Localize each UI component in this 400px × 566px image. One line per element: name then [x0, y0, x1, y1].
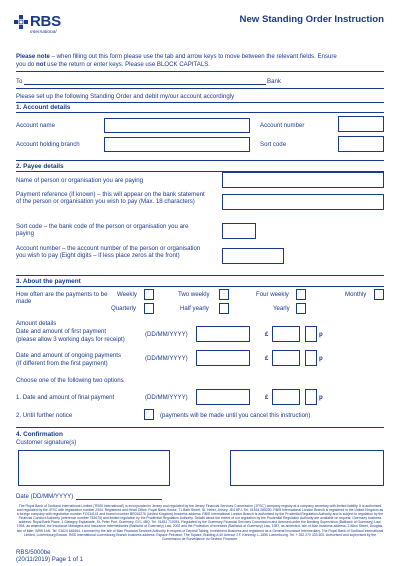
section-1-title: 1. Account details — [16, 104, 71, 111]
holding-branch-field[interactable] — [104, 137, 250, 152]
sort-code-field[interactable] — [338, 136, 384, 152]
divider-s2-end — [16, 275, 384, 276]
divider-top — [16, 71, 384, 72]
ongoing-payment-date-field[interactable] — [196, 350, 250, 366]
please-note-label: Please note — [16, 53, 50, 60]
payee-name-label: Name of person or organisation you are paying — [16, 177, 144, 184]
please-note-text-2b: use the return or enter keys. Please use BLOCK CAPITALS. — [45, 60, 210, 68]
freq-yearly-label: Yearly — [273, 305, 290, 312]
until-notice-checkbox[interactable] — [144, 409, 154, 420]
payee-account-number-label: Account number – the account number of the person or organisation you wish to pay (Eight digits – if less place zeros at the front) — [16, 245, 201, 260]
freq-monthly-label: Monthly — [345, 291, 367, 298]
customer-signatures-label: Customer signature(s) — [16, 439, 77, 446]
freq-half-yearly-label: Half yearly — [180, 305, 209, 312]
freq-weekly-checkbox[interactable] — [144, 289, 154, 300]
confirmation-date-field[interactable] — [76, 499, 162, 500]
final-payment-pounds-field[interactable] — [272, 389, 300, 405]
freq-monthly-checkbox[interactable] — [374, 289, 384, 300]
section-4-title: 4. Confirmation — [16, 431, 63, 438]
divider-to — [16, 88, 384, 89]
please-note-text-2a: you do — [16, 60, 36, 68]
payment-reference-label: Payment reference (if known) – this will appear on the bank statement of the person or organisation you wish to pay (Max. 18 characters) — [16, 191, 205, 206]
first-pound-sign: £ — [265, 331, 269, 338]
confirmation-date-label: Date (DD/MM/YYYY) — [16, 493, 74, 500]
first-payment-date-field[interactable] — [196, 326, 250, 342]
freq-quarterly-label: Quarterly — [111, 305, 137, 312]
to-label: To — [16, 78, 23, 85]
payee-sort-code-label: Sort code – the bank code of the person or organisation you are paying — [16, 223, 189, 238]
form-date-page: (20/11/2019) Page 1 of 1 — [16, 556, 83, 563]
payee-sort-code-field[interactable] — [222, 223, 256, 239]
account-name-label: Account name — [16, 122, 55, 129]
divider-s1 — [16, 112, 384, 113]
freq-four-weekly-label: Four weekly — [256, 291, 289, 298]
divider-s3-end — [16, 427, 384, 428]
payee-account-number-field[interactable] — [222, 248, 284, 264]
ongoing-pound-sign: £ — [265, 355, 269, 362]
please-note-line2 — [16, 61, 210, 68]
please-note-line1 — [16, 53, 337, 60]
final-payment-pence-field[interactable] — [305, 389, 317, 405]
divider-s1-end — [16, 160, 384, 161]
please-note-text: – when filling out this form please use the tab and arrow keys to move between the relevant fields. Ensure — [49, 53, 337, 60]
form-title: New Standing Order Instruction — [239, 14, 384, 25]
choose-option-label: Choose one of the following two options — [16, 377, 124, 384]
first-pence-sign: p — [319, 331, 323, 338]
ongoing-date-format: (DD/MM/YYYY) — [145, 355, 188, 362]
final-date-format: (DD/MM/YYYY) — [145, 394, 188, 401]
first-payment-note: (please allow 3 working days for receipt) — [16, 336, 125, 343]
account-name-field[interactable] — [104, 118, 250, 133]
freq-yearly-checkbox[interactable] — [296, 303, 306, 314]
final-payment-date-field[interactable] — [196, 389, 250, 405]
please-note-not: not — [36, 60, 46, 68]
sort-code-label: Sort code — [260, 141, 287, 148]
legal-text: The Royal Bank of Scotland International Limited ('RBSI International') is incorporated in Jersey and regulated by the Jersey Financial Services Commission ('JFSC') company registry at a company secretary with limited liability. It is authorised and regulated by the JFSC with registration number 2304. Registered and Head Office: Royal Bank House, 71 Bath Street, St. Helier, Jersey, JE4 8PJ. Tel. 01534 285200. RBSI International London Branch is registered in the United Kingdom as a foreign company with registration number FC034141 and branch number BR016276 (United Kingdom) business address. RBSI International London Branch is authorised by the Prudential Regulation Authority and is subject to regulation by the Financial Conduct Authority (reference number 783670) and limited regulation by the Prudential Regulation Authority. Details about the extent of our regulation by the Prudential Regulation Authority are available on request. Guernsey business address: Royal Bank Place, 1 Glategny Esplanade, St. Peter Port, Guernsey, GY1 4BQ. Tel. 01481 710051. Regulated by the Guernsey Financial Services Commission and licensed under the Banking Supervision (Bailiwick of Guernsey) Law, 1994, as amended, the Insurance Managers and Insurance Intermediaries (Bailiwick of Guernsey) Law, 2002 and the Protection of Investors (Bailiwick of Guernsey) Law, 1987, as amended. Isle of Man business address: 2 Athol Street, Douglas, Isle of Man, IM99 1AN. Tel. 01624 646464. Licensed by the Isle of Man Financial Services Authority in respect of Deposit Taking, Investment Business and registered as a General Insurance Intermediary. The Royal Bank of Scotland International Limited, Luxembourg Branch. RBS International Luxembourg Branch business address: Espace Petrusse, The Square, Building A 40 Avenue J.F. Kennedy, L-1855 Luxembourg. Tel. + 352 270 333 600. Authorised and supervised by the Commission de Surveillance du Secteur Financier. — [16, 504, 384, 541]
form-code: RBS/5000be — [16, 549, 51, 556]
ongoing-payment-note: (If different from the first payment) — [16, 360, 108, 367]
signature-box-2[interactable] — [230, 450, 384, 486]
first-payment-pence-field[interactable] — [305, 326, 317, 342]
freq-quarterly-checkbox[interactable] — [144, 303, 154, 314]
rbs-logo — [14, 13, 64, 35]
until-notice-label: 2. Until further notice — [16, 412, 73, 419]
setup-text: Please set up the following Standing Order and debit my/our account accordingly — [16, 93, 235, 100]
payee-name-field[interactable] — [222, 172, 384, 188]
freq-four-weekly-checkbox[interactable] — [296, 289, 306, 300]
divider-s3 — [16, 286, 384, 287]
ongoing-payment-label: Date and amount of ongoing payments — [16, 352, 122, 359]
ongoing-payment-pence-field[interactable] — [305, 350, 317, 366]
first-payment-pounds-field[interactable] — [272, 326, 300, 342]
ongoing-pence-sign: p — [319, 355, 323, 362]
until-notice-note: (payments will be made until you cancel this instruction) — [160, 412, 311, 419]
account-number-label: Account number — [260, 122, 305, 129]
brand-subtitle: International — [30, 30, 57, 35]
holding-branch-label: Account holding branch — [16, 141, 80, 148]
ongoing-payment-pounds-field[interactable] — [272, 350, 300, 366]
freq-two-weekly-checkbox[interactable] — [219, 289, 229, 300]
first-payment-label: Date and amount of first payment — [16, 328, 107, 335]
divider-setup — [16, 102, 384, 103]
freq-half-yearly-checkbox[interactable] — [219, 303, 229, 314]
how-often-label: How often are the payments to be made — [16, 291, 108, 306]
bank-name-field[interactable] — [24, 84, 266, 85]
bank-label: Bank — [267, 78, 281, 85]
final-pence-sign: p — [319, 394, 323, 401]
final-payment-label: 1. Date and amount of final payment — [16, 394, 115, 401]
freq-two-weekly-label: Two weekly — [178, 291, 210, 298]
amount-details-label: Amount details — [16, 320, 57, 327]
section-3-title: 3. About the payment — [16, 278, 81, 285]
section-2-title: 2. Payee details — [16, 163, 64, 170]
rbs-daisy-logo-icon — [14, 15, 28, 29]
freq-weekly-label: Weekly — [117, 291, 137, 298]
brand-name: RBS — [30, 13, 61, 30]
payment-reference-field[interactable] — [222, 194, 384, 210]
first-date-format: (DD/MM/YYYY) — [145, 331, 188, 338]
signature-box-1[interactable] — [18, 450, 170, 486]
final-pound-sign: £ — [265, 394, 269, 401]
account-number-field[interactable] — [338, 116, 384, 132]
